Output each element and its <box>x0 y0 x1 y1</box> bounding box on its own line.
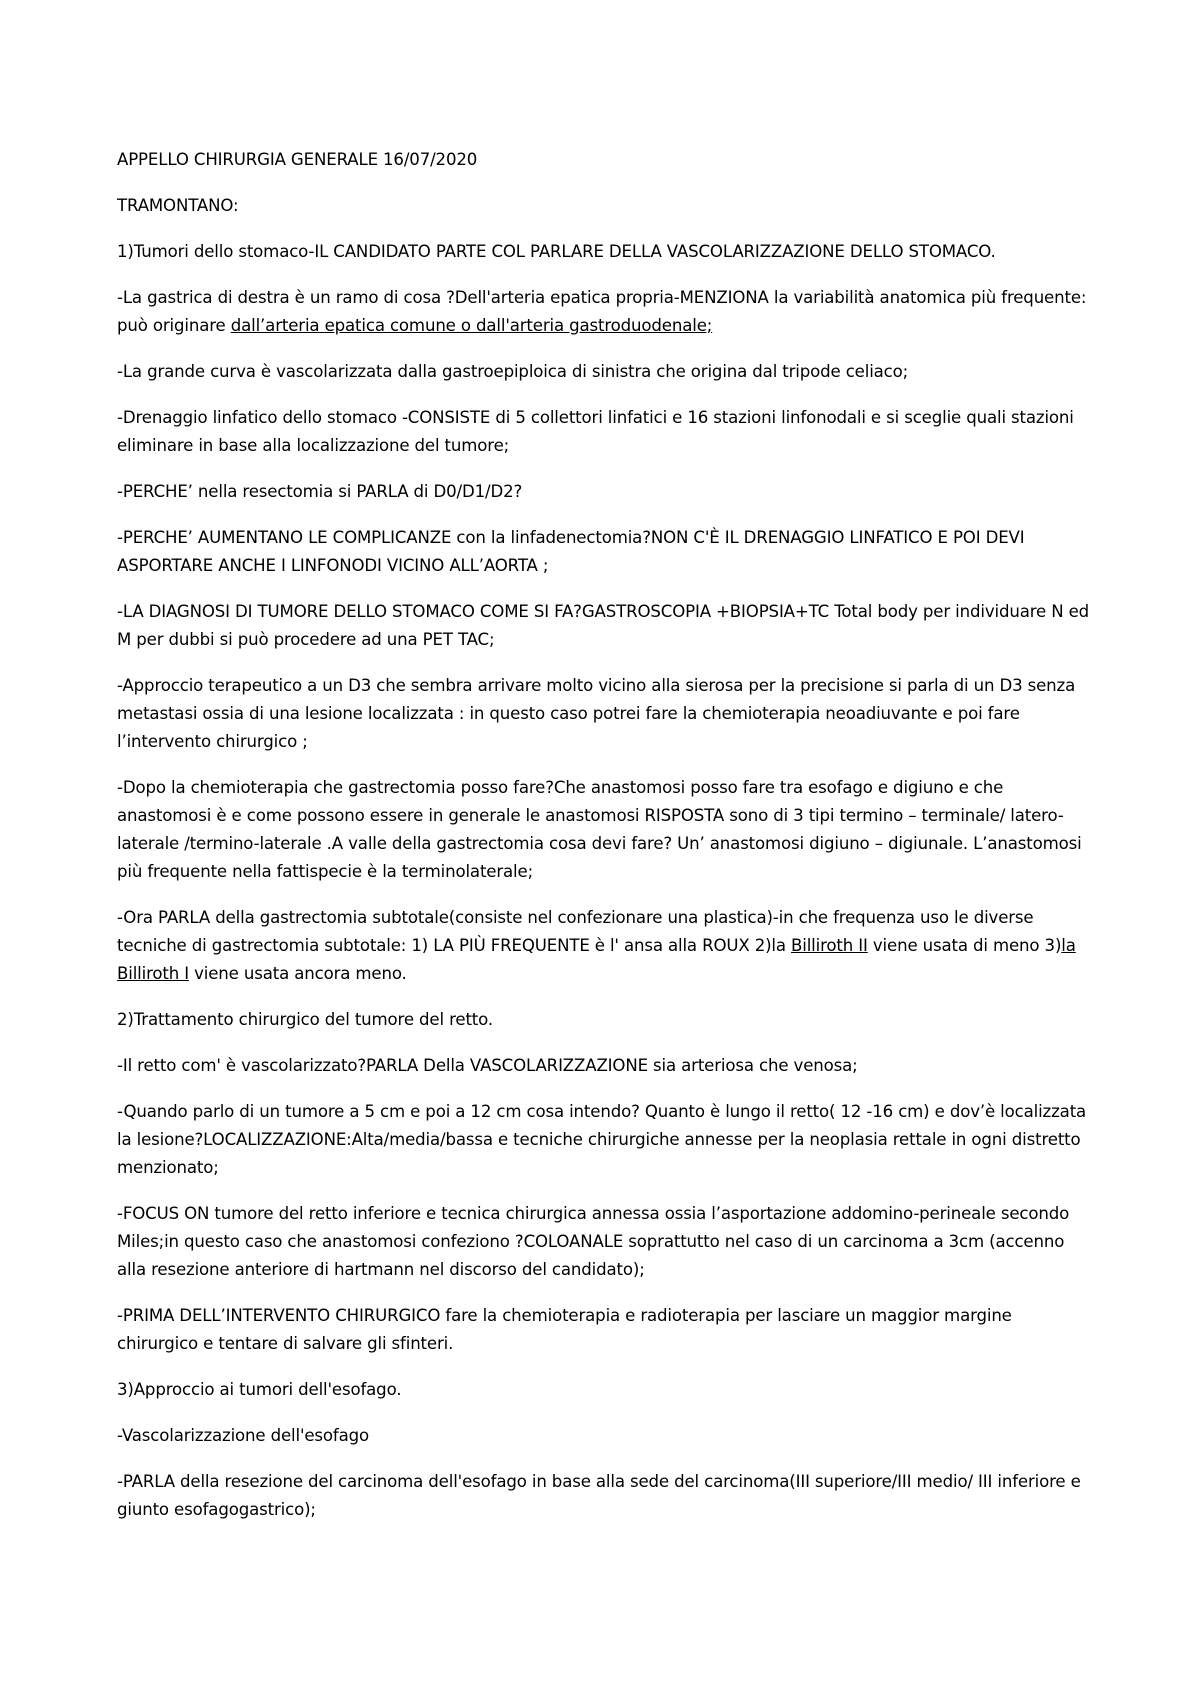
paragraph-esofago-resezione: -PARLA della resezione del carcinoma dell'esofago in base alla sede del carcinoma(III superiore/III medio/ III inferiore e giunto esofagogastrico); <box>117 1472 1081 1519</box>
paragraph-gastrectomia-subtotale <box>117 904 1093 988</box>
paragraph-grande-curva: -La grande curva è vascolarizzata dalla gastroepiploica di sinistra che origina dal tripode celiaco; <box>117 362 909 381</box>
paragraph-text: viene usata ancora meno. <box>188 964 407 983</box>
paragraph-retto-lunghezza: -Quando parlo di un tumore a 5 cm e poi a 12 cm cosa intendo? Quanto è lungo il retto( 12 -16 cm) e dov’è localizzata la lesione?LOCALIZZAZIONE:Alta/media/bassa e tecniche chirurgiche annesse per la neoplasia rettale in ogni distretto menzionato; <box>117 1102 1087 1177</box>
paragraph-drenaggio: -Drenaggio linfatico dello stomaco -CONSISTE di 5 collettori linfatici e 16 stazioni linfonodali e si sceglie quali stazioni eliminare in base alla localizzazione del tumore; <box>117 408 1074 455</box>
document-body <box>117 146 1093 1542</box>
underlined-text: Billiroth II <box>791 936 868 955</box>
underlined-text: la Billiroth I <box>117 936 1076 983</box>
paragraph-complicanze: -PERCHE’ AUMENTANO LE COMPLICANZE con la linfadenectomia?NON C'È IL DRENAGGIO LINFATICO E POI DEVI ASPORTARE ANCHE I LINFONODI VICINO ALL’AORTA ; <box>117 528 1025 575</box>
paragraph-gastrica-destra <box>117 284 1093 340</box>
paragraph-esofago-vascolarizzazione: -Vascolarizzazione dell'esofago <box>117 1426 370 1445</box>
paragraph-approccio-d3: -Approccio terapeutico a un D3 che sembra arrivare molto vicino alla sierosa per la precisione si parla di un D3 senza metastasi ossia di una lesione localizzata : in questo caso potrei fare la chemioterapia neoadiuvante e poi fare l’intervento chirurgico ; <box>117 676 1076 751</box>
question-1-heading: 1)Tumori dello stomaco-IL CANDIDATO PARTE COL PARLARE DELLA VASCOLARIZZAZIONE DELLO STOMACO. <box>117 242 996 261</box>
paragraph-retto-vascolarizzazione: -Il retto com' è vascolarizzato?PARLA Della VASCOLARIZZAZIONE sia arteriosa che venosa; <box>117 1056 858 1075</box>
paragraph-focus-retto: -FOCUS ON tumore del retto inferiore e tecnica chirurgica annessa ossia l’asportazione addomino-perineale secondo Miles;in questo caso che anastomosi confeziono ?COLOANALE soprattutto nel caso di un carcinoma a 3cm (accenno alla resezione anteriore di hartmann nel discorso del candidato); <box>117 1204 1070 1279</box>
document-title: APPELLO CHIRURGIA GENERALE 16/07/2020 <box>117 150 478 169</box>
question-2-heading: 2)Trattamento chirurgico del tumore del retto. <box>117 1010 493 1029</box>
paragraph-text: viene usata di meno 3) <box>867 936 1062 955</box>
paragraph-prima-intervento: -PRIMA DELL’INTERVENTO CHIRURGICO fare la chemioterapia e radioterapia per lasciare un maggior margine chirurgico e tentare di salvare gli sfinteri. <box>117 1306 1012 1353</box>
paragraph-text: -La gastrica di destra è un ramo di cosa ?Dell'arteria epatica propria-MENZIONA la variabilità anatomica più frequente: può originare <box>117 288 1087 335</box>
paragraph-diagnosi: -LA DIAGNOSI DI TUMORE DELLO STOMACO COME SI FA?GASTROSCOPIA +BIOPSIA+TC Total body per individuare N ed M per dubbi si può procedere ad una PET TAC; <box>117 602 1090 649</box>
paragraph-resectomia: -PERCHE’ nella resectomia si PARLA di D0/D1/D2? <box>117 482 523 501</box>
question-3-heading: 3)Approccio ai tumori dell'esofago. <box>117 1380 402 1399</box>
paragraph-text: -Ora PARLA della gastrectomia subtotale(consiste nel confezionare una plastica)-in che frequenza uso le diverse tecniche di gastrectomia subtotale: 1) LA PIÙ FREQUENTE è l' ansa alla ROUX 2)la <box>117 908 1034 955</box>
paragraph-anastomosi: -Dopo la chemioterapia che gastrectomia posso fare?Che anastomosi posso fare tra esofago e digiuno e che anastomosi è e come possono essere in generale le anastomosi RISPOSTA sono di 3 tipi termino – terminale/ latero-laterale /termino-laterale .A valle della gastrectomia cosa devi fare? Un’ anastomosi digiuno – digiunale. L’anastomosi più frequente nella fattispecie è la terminolaterale; <box>117 778 1082 881</box>
examiner-name: TRAMONTANO: <box>117 196 239 215</box>
underlined-text: dall’arteria epatica comune o dall'arteria gastroduodenale; <box>230 316 713 335</box>
